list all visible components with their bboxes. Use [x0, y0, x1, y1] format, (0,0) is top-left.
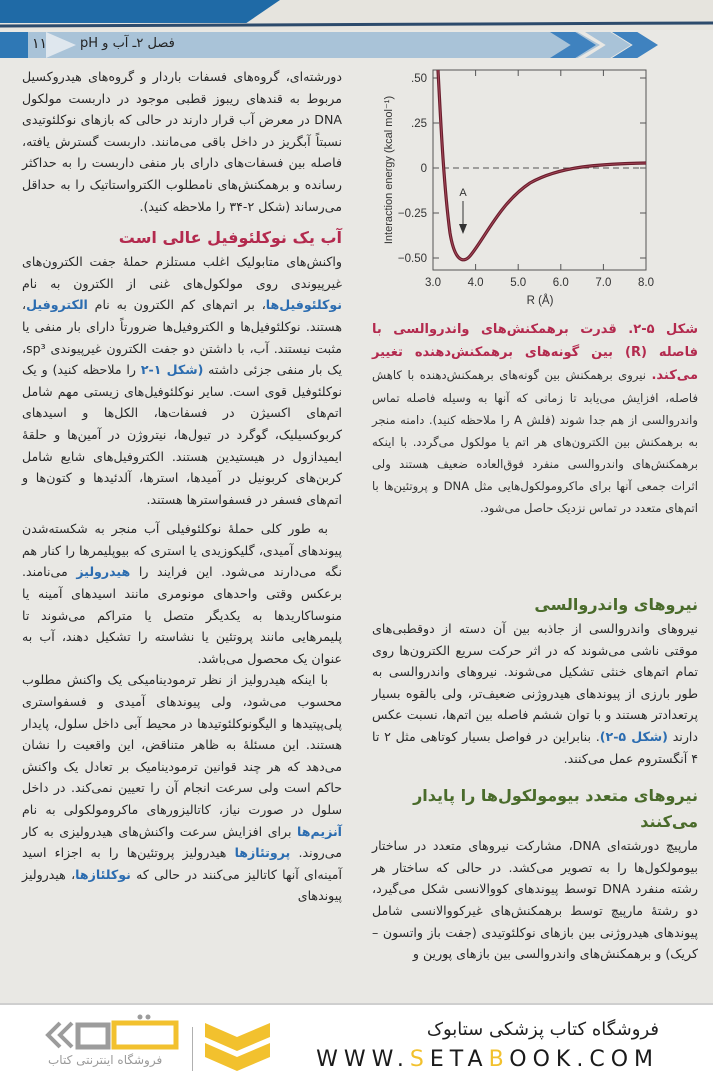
svg-text:−0.25: −0.25	[397, 208, 427, 220]
section-heading-vdw: نیروهای واندروالسی	[534, 595, 698, 614]
svg-text:.25: .25	[411, 118, 427, 130]
paragraph: با اینکه هیدرولیز از نظر ترمودینامیکی یک واکنش مطلوب محسوب می‌شود، ولی پیوندهای آمیدی و فسفواستری پلی‌پپتیدها و الیگونوکلئوتیدها در محیط آبی داخل سلول، پایدار هستند. این مسئلهٔ به ظاهر متناقض، این واقعیت را نشان می‌دهد که هر چند قوانین ترمودینامیک بر تعادل یک واکنش حاکم است ولی سرعت انجام آن را تعیین نمی‌کند. در داخل سلول در صورت نیاز، کاتالیزورهای ماکرومولکولی به نام آنزیم‌ها برای افزایش سرعت واکنش‌های هیدرولیزی به کار می‌روند. پروتئازها هیدرولیز پروتئین‌ها را به اجزاء اسید آمینه‌ای آنها کاتالیز می‌کنند در حالی که نوکلئازها، هیدرولیز پیوندهای	[22, 672, 342, 904]
paragraph: به طور کلی حملهٔ نوکلئوفیلی آب منجر به شکسته‌شدن پیوندهای آمیدی، گلیکوزیدی یا استری که بیوپلیمرها را کنار هم نگه می‌دارند می‌شود. این فرایند را هیدرولیز می‌نامند. برعکس وقتی واحدهای مونومری مانند اسیدهای آمینه یا منوساکاریدها به یکدیگر متصل یا متراکم می‌شوند تا پلیمرهایی مانند پروتئین یا نشاسته را تشکیل دهند، آب به عنوان یک محصول می‌باشد.	[22, 521, 343, 666]
page-number: ۱۱	[32, 36, 48, 52]
term-proteases: پروتئازها	[234, 845, 291, 861]
chapter-title: فصل ۲ـ آب و pH	[80, 36, 175, 51]
term-enzymes: آنزیم‌ها	[297, 823, 342, 839]
figure-reference-link[interactable]: (شکل ۱-۲	[140, 362, 204, 378]
x-tick-labels	[425, 277, 654, 289]
shop-url[interactable]: WWW.SETABOOK.COM	[316, 1047, 659, 1072]
svg-text:−0.50: −0.50	[397, 253, 427, 265]
right-column	[372, 592, 698, 965]
section-heading-water-nucleophile: آب یک نوکلئوفیل عالی است	[118, 228, 342, 248]
svg-text:6.0: 6.0	[552, 277, 569, 289]
svg-text:7.0: 7.0	[595, 277, 612, 289]
svg-text:8.0: 8.0	[638, 277, 654, 289]
paragraph: مارپیچ دورشته‌ای DNA، مشارکت نیروهای متعدد در ساختار بیومولکول‌ها را به تصویر می‌کشد. در حالی که ساختار هر رشته منفرد DNA توسط پیوندهای کووالانسی شکل می‌گیرد، دو رشتهٔ مارپیچ توسط برهمکنش‌های غیرکووالانسی شامل پیوندهای هیدروژنی بین بازهای نوکلئوتیدی (جفت باز واتسون – کریک) و برهمکنش‌های واندروالسی بین بازهای پورین و	[372, 838, 698, 962]
header-blue-shape	[0, 0, 280, 23]
energy-curve	[438, 70, 646, 260]
term-hydrolysis: هیدرولیز	[76, 564, 131, 580]
annotation-label-a: A	[459, 187, 467, 199]
caption-body: نیروی برهمکنش بین گونه‌های برهمکنش‌دهنده با کاهش فاصله، افزایش می‌یابد تا زمانی که آنها به وسیله فاصله تماس واندروالسی از هم جدا شوند (فلش A را ملاحظه کنید). دامنه منجر به برهمکنش بین الکترون‌های هر اتم یا مولکول می‌گردد. با اینکه برهمکنش‌های واندروالسی منفرد فوق‌العاده ضعیف هستند ولی اثرات جمعی آنها برای ماکرومولکول‌هایی مثل DNA و پروتئین‌ها با اتم‌های متعدد در تماس نزدیک حاصل می‌شود.	[372, 368, 698, 515]
svg-text:3.0: 3.0	[425, 277, 441, 289]
term-nucleophiles: نوکلئوفیل‌ها	[265, 297, 342, 313]
figure-reference-link[interactable]: (شکل ۵-۲)	[599, 728, 668, 744]
plot-frame	[433, 70, 646, 270]
figure-caption	[372, 318, 698, 519]
shop-name: فروشگاه کتاب پزشکی ستابوک	[426, 1019, 659, 1040]
y-axis-label: Interaction energy (kcal mol⁻¹)	[383, 95, 395, 245]
svg-text:5.0: 5.0	[510, 277, 527, 289]
paragraph: نیروهای واندروالسی از جاذبه بین آن دسته از دوقطبی‌های موقتی ناشی می‌شوند که در اثر حرکت سریع الکترون‌ها روی تمام اتم‌های خنثی تشکیل می‌شوند. نیروهای واندروالسی به طور بارزی از پیوندهای هیدروژنی ضعیف‌تر، ولی بالقوه بسیار پرتعدادتر هستند و با توان ششم فاصله بین اتم‌ها، نسبت عکس دارند (شکل ۵-۲). بنابراین در فواصل بسیار کوتاهی مثل ۲ تا ۴ آنگستروم عمل می‌کنند.	[372, 621, 699, 766]
section-heading-multiple-forces: نیروهای متعدد بیومولکول‌ها را پایدار می‌کنند	[413, 786, 698, 832]
x-axis-label: R (Å)	[526, 295, 554, 307]
double-chevron-icon	[48, 1023, 72, 1047]
setabook-chevron-logo-icon	[205, 1023, 270, 1075]
paragraph: دورشته‌ای، گروه‌های فسفات باردار و گروه‌های هیدروکسیل مربوط به قندهای ریبوز قطبی موجود در داربست مولکول DNA در معرض آب قرار دارند در حالی که بازهای نوکلئوتیدی نسبتاً آبگریز در داخل باقی می‌مانند. داربست گسترش یافته، فاصله بین فسفات‌های دارای بار منفی داربست را به حداکثر رسانده و برهمکنش‌های نامطلوب الکترواستاتیک را به حداقل می‌رساند (شکل ۲-۳۴ را ملاحظه کنید).	[22, 69, 342, 214]
svg-text:4.0: 4.0	[467, 277, 484, 289]
left-column	[22, 66, 342, 907]
setabook-logo-wordmark	[38, 1013, 188, 1053]
y-tick-labels	[398, 73, 427, 265]
logo-subtitle: فروشگاه اینترنتی کتاب	[48, 1053, 163, 1067]
header-banner	[0, 0, 713, 30]
svg-text:0: 0	[420, 163, 427, 175]
term-electrophile: الکتروفیل	[26, 297, 88, 313]
footer-watermark	[0, 1003, 713, 1080]
caption-title: شکل ۵-۲. قدرت برهمکنش‌های واندروالسی با فاصله (R) بین گونه‌های برهمکنش‌دهنده تغییر می‌کند.	[372, 322, 698, 383]
vdw-energy-chart	[340, 58, 670, 313]
x-axis-ticks	[476, 70, 604, 270]
paragraph: واکنش‌های متابولیک اغلب مستلزم حملهٔ جفت الکترون‌های غیرپیوندی روی مولکول‌های غنی از الکترون به نام نوکلئوفیل‌ها، بر اتم‌های کم الکترون به نام الکتروفیل، هستند. نوکلئوفیل‌ها و الکتروفیل‌ها ضرورتاً دارای بار منفی یا مثبت نیستند. آب، با داشتن دو جفت الکترون غیرپیوندی sp³، یک بار منفی جزئی داشته (شکل ۱-۲ را ملاحظه کنید) و یک نوکلئوفیل قوی است. سایر نوکلئوفیل‌های زیستی مهم شامل اتم‌های اکسیژن در فسفات‌ها، الکل‌ها و اسیدهای کربوکسیلیک، گوگرد در تیول‌ها، نیتروژن در آمین‌ها و حلقهٔ ایمیدازول در هیستیدین هستند. الکتروفیل‌های شایع شامل کربن‌های کربونیل در آمیدها، استرها، آلدئیدها و کتون‌ها و اتم‌های فسفر در فسفواسترها هستند.	[22, 254, 343, 507]
logo-divider	[192, 1027, 193, 1071]
svg-text:.50: .50	[411, 73, 427, 85]
header-left-block	[0, 32, 28, 58]
term-nucleases: نوکلئازها	[75, 866, 131, 882]
chart-svg	[340, 58, 670, 313]
